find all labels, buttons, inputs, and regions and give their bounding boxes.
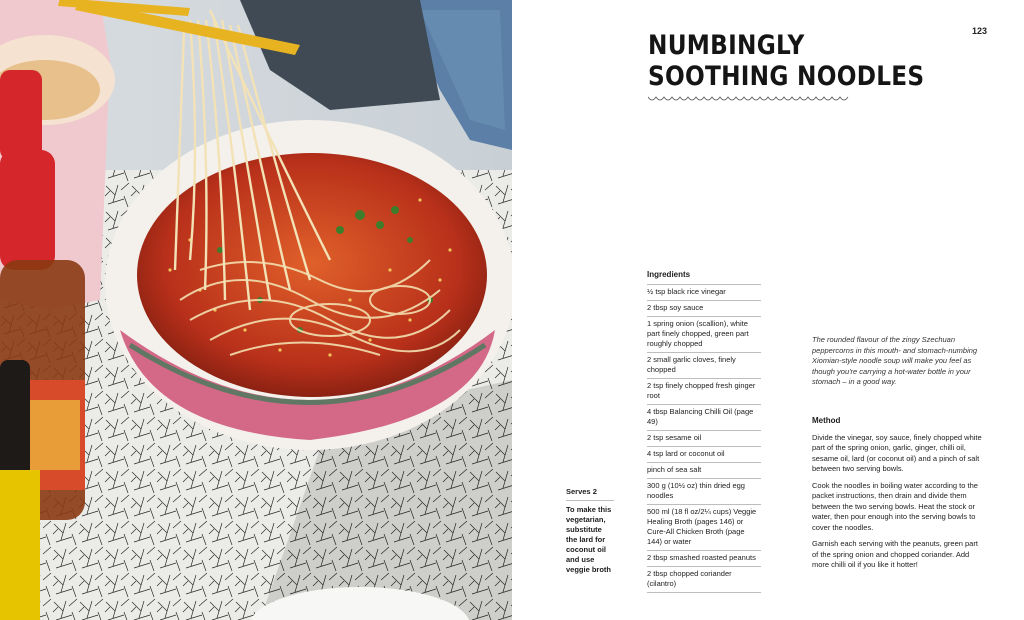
title-line-1: NUMBINGLY: [648, 30, 805, 61]
serves-label: Serves 2: [566, 487, 614, 501]
ingredient-item: 2 tbsp smashed roasted peanuts: [647, 551, 761, 567]
page-number: 123: [972, 26, 988, 36]
method-step: Divide the vinegar, soy sauce, finely chopped white part of the spring onion, garlic, ginger, chilli oil, sesame oil, lard (or coconut oil) and a pinch of salt between two serving bowls.: [812, 432, 982, 473]
ingredients-heading: Ingredients: [647, 270, 761, 285]
ingredient-item: 2 tbsp soy sauce: [647, 301, 761, 317]
serves-box: [566, 487, 614, 575]
method-step: Cook the noodles in boiling water according to the packet instructions, then drain and divide them between the two serving bowls. Heat the stock or water, then pour enough into the serving bowls to cover the noodles.: [812, 480, 978, 532]
ingredient-item: 300 g (10½ oz) thin dried egg noodles: [647, 479, 761, 505]
ingredient-item: 2 small garlic cloves, finely chopped: [647, 353, 761, 379]
vegetarian-note: To make this vegetarian, substitute the lard for coconut oil and use veggie broth: [566, 505, 612, 574]
ingredient-item: 2 tsp sesame oil: [647, 431, 761, 447]
ingredient-item: pinch of sea salt: [647, 463, 761, 479]
ingredient-item: 4 tsp lard or coconut oil: [647, 447, 761, 463]
sauce-bottle-cap: [0, 70, 42, 160]
broth: [137, 153, 487, 397]
ingredient-item: 1 spring onion (scallion), white part finely chopped, green part roughly chopped: [647, 317, 761, 353]
method-heading: Method: [812, 416, 841, 425]
ingredient-item: 500 ml (18 fl oz/2¼ cups) Veggie Healing Broth (pages 146) or Cure-All Chicken Broth (page 144) or water: [647, 505, 761, 551]
recipe-title: [648, 30, 969, 92]
title-wave-divider: [648, 95, 854, 103]
ingredient-item: 2 tbsp chopped coriander (cilantro): [647, 567, 761, 593]
ingredients-list: [647, 270, 761, 593]
ingredient-item: ½ tsp black rice vinegar: [647, 285, 761, 301]
ingredient-item: 4 tbsp Balancing Chilli Oil (page 49): [647, 405, 761, 431]
recipe-intro: The rounded flavour of the zingy Szechuan peppercorns in this mouth- and stomach-numbing Xiomian-style noodle soup will make you feel as though you're carrying a hot-water bottle in your stomach – in a good way.: [812, 335, 978, 386]
ingredient-item: 2 tsp finely chopped fresh ginger root: [647, 379, 761, 405]
method-section: [812, 416, 986, 577]
title-line-2: SOOTHING NOODLES: [648, 61, 925, 92]
method-step: Garnish each serving with the peanuts, green part of the spring onion and chopped coriander. Add more chilli oil if you like it hotter!: [812, 539, 978, 569]
